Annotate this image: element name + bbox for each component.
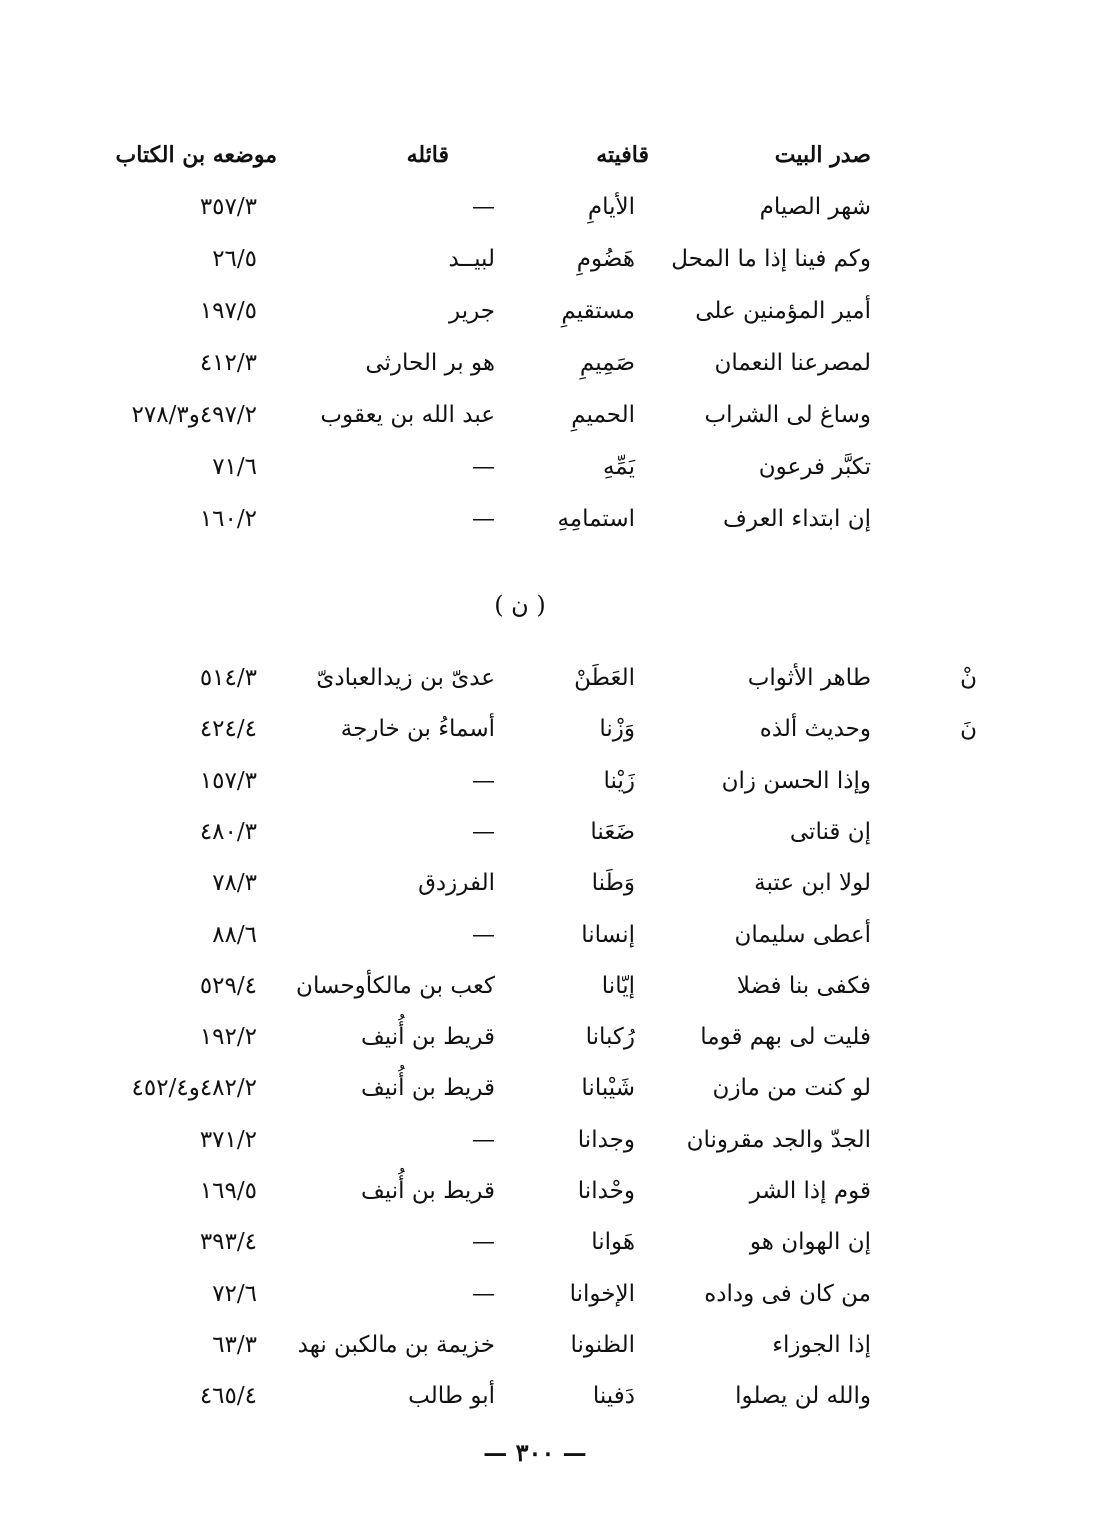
rhyme-cell: صَمِيمِ	[579, 350, 635, 376]
poet-cell: لبيــد	[448, 246, 495, 272]
poet-cell: قريط بن أُنيف	[361, 1075, 495, 1102]
rhyme-cell: مستقيمِ	[561, 298, 635, 324]
rhyme-cell: يَمِّهِ	[602, 454, 635, 480]
rhyme-cell: هَوانا	[591, 1229, 635, 1256]
rhyme-cell: الأيامِ	[587, 194, 635, 220]
rhyme-cell: إنسانا	[581, 921, 635, 948]
rhyme-cell: شَيْبانا	[581, 1075, 635, 1102]
rhyme-cell: هَضُومِ	[576, 246, 635, 272]
rhyme-cell: الحميمِ	[571, 402, 635, 428]
poet-cell: خزيمة بن مالكبن نهد	[297, 1331, 495, 1358]
rhyme-cell: زَيْنا	[603, 767, 635, 794]
rhyme-letter-mark: نَ	[960, 716, 977, 743]
location-cell: ٤٨٢/٢و٤٥٢/٤	[131, 1075, 257, 1102]
poet-cell: الفرزدق	[418, 870, 495, 897]
location-cell: ٦٣/٣	[212, 1331, 257, 1358]
rhyme-cell: وَزْنا	[599, 716, 635, 743]
location-cell: ١٦٠/٢	[199, 506, 257, 532]
verse-cell: وإذا الحسن زان	[721, 767, 871, 794]
poet-cell: —	[472, 1126, 495, 1153]
header-location: موضعه بن الكتاب	[115, 142, 277, 168]
location-cell: ١٥٧/٣	[199, 767, 257, 794]
verse-cell: وحديث ألذه	[759, 716, 871, 743]
poet-cell: —	[472, 921, 495, 948]
verse-cell: قوم إذا الشر	[749, 1178, 871, 1204]
poet-cell: —	[472, 1280, 495, 1307]
header-rhyme: قافيته	[596, 142, 649, 168]
poet-cell: —	[472, 818, 495, 845]
location-cell: ٧٨/٣	[212, 870, 257, 897]
poet-cell: عبد الله بن يعقوب	[320, 402, 495, 428]
rhyme-cell: دَفينا	[592, 1383, 635, 1410]
location-cell: ١٩٧/٥	[199, 298, 257, 324]
poet-cell: —	[472, 506, 495, 532]
verse-cell: تكبَّر فرعون	[758, 454, 871, 480]
location-cell: ٧١/٦	[212, 454, 257, 480]
rhyme-cell: الظنونا	[570, 1331, 635, 1358]
poet-cell: هو بر الحارثى	[365, 350, 495, 376]
rhyme-cell: العَطَنْ	[574, 665, 635, 691]
verse-cell: أعطى سليمان	[734, 921, 871, 948]
verse-cell: طاهر الأثواب	[747, 665, 871, 691]
page-number: — ٣٠٠ —	[483, 1438, 587, 1467]
verse-cell: وساغ لى الشراب	[704, 402, 871, 428]
verse-cell: لمصرعنا النعمان	[714, 350, 871, 376]
header-poet: قائله	[406, 142, 449, 168]
location-cell: ٤٩٧/٢و٢٧٨/٣	[131, 402, 257, 428]
rhyme-cell: وجدانا	[577, 1126, 635, 1153]
header-verse: صدر البيت	[774, 142, 871, 168]
poet-cell: —	[472, 767, 495, 794]
poet-cell: جرير	[449, 298, 495, 324]
rhyme-cell: رُكبانا	[585, 1024, 635, 1051]
poet-cell: قريط بن أُنيف	[361, 1024, 495, 1051]
poet-cell: كعب بن مالكأوحسان	[296, 972, 495, 999]
verse-cell: الجدّ والجد مقرونان	[686, 1126, 871, 1153]
verse-cell: إن قناتى	[789, 818, 871, 845]
rhyme-letter-mark: نْ	[960, 665, 977, 691]
verse-cell: إن الهوان هو	[749, 1229, 871, 1256]
verse-cell: فكفى بنا فضلا	[736, 972, 871, 999]
rhyme-cell: استمامِهِ	[557, 506, 635, 532]
verse-cell: لولا ابن عتبة	[754, 870, 871, 897]
location-cell: ٥٢٩/٤	[199, 972, 257, 999]
verse-cell: فليت لى بهم قوما	[700, 1024, 871, 1051]
location-cell: ٤٨٠/٣	[199, 818, 257, 845]
location-cell: ٤٦٥/٤	[199, 1383, 257, 1410]
verse-cell: شهر الصيام	[759, 194, 871, 220]
verse-cell: وكم فينا إذا ما المحل	[671, 246, 871, 272]
poet-cell: عدىّ بن زيدالعبادىّ	[316, 665, 495, 691]
location-cell: ٣٧١/٢	[199, 1126, 257, 1153]
section-title: ( ن )	[494, 591, 546, 619]
poet-cell: —	[472, 1229, 495, 1256]
rhyme-cell: وَطَنا	[591, 870, 635, 897]
rhyme-cell: وحْدانا	[577, 1178, 635, 1204]
location-cell: ٨٨/٦	[212, 921, 257, 948]
poet-cell: —	[472, 194, 495, 220]
verse-cell: من كان فى وداده	[704, 1280, 871, 1307]
location-cell: ١٩٢/٢	[199, 1024, 257, 1051]
poet-cell: أسماءُ بن خارجة	[340, 716, 495, 743]
rhyme-cell: إيّانا	[601, 972, 635, 999]
location-cell: ٣٥٧/٣	[199, 194, 257, 220]
rhyme-cell: الإخوانا	[569, 1280, 635, 1307]
poet-cell: قريط بن أُنيف	[361, 1178, 495, 1204]
location-cell: ٣٩٣/٤	[199, 1229, 257, 1256]
verse-cell: إذا الجوزاء	[772, 1331, 871, 1358]
location-cell: ٤١٢/٣	[199, 350, 257, 376]
verse-cell: لو كنت من مازن	[712, 1075, 871, 1102]
verse-cell: أمير المؤمنين على	[695, 298, 871, 324]
location-cell: ٧٢/٦	[212, 1280, 257, 1307]
poet-cell: —	[472, 454, 495, 480]
rhyme-cell: ضَعَنا	[590, 818, 635, 845]
poet-cell: أبو طالب	[408, 1383, 495, 1410]
location-cell: ٤٢٤/٤	[199, 716, 257, 743]
verse-cell: إن ابتداء العرف	[723, 506, 871, 532]
verse-cell: والله لن يصلوا	[735, 1383, 871, 1410]
location-cell: ٢٦/٥	[212, 246, 257, 272]
location-cell: ٥١٤/٣	[199, 665, 257, 691]
location-cell: ١٦٩/٥	[199, 1178, 257, 1204]
